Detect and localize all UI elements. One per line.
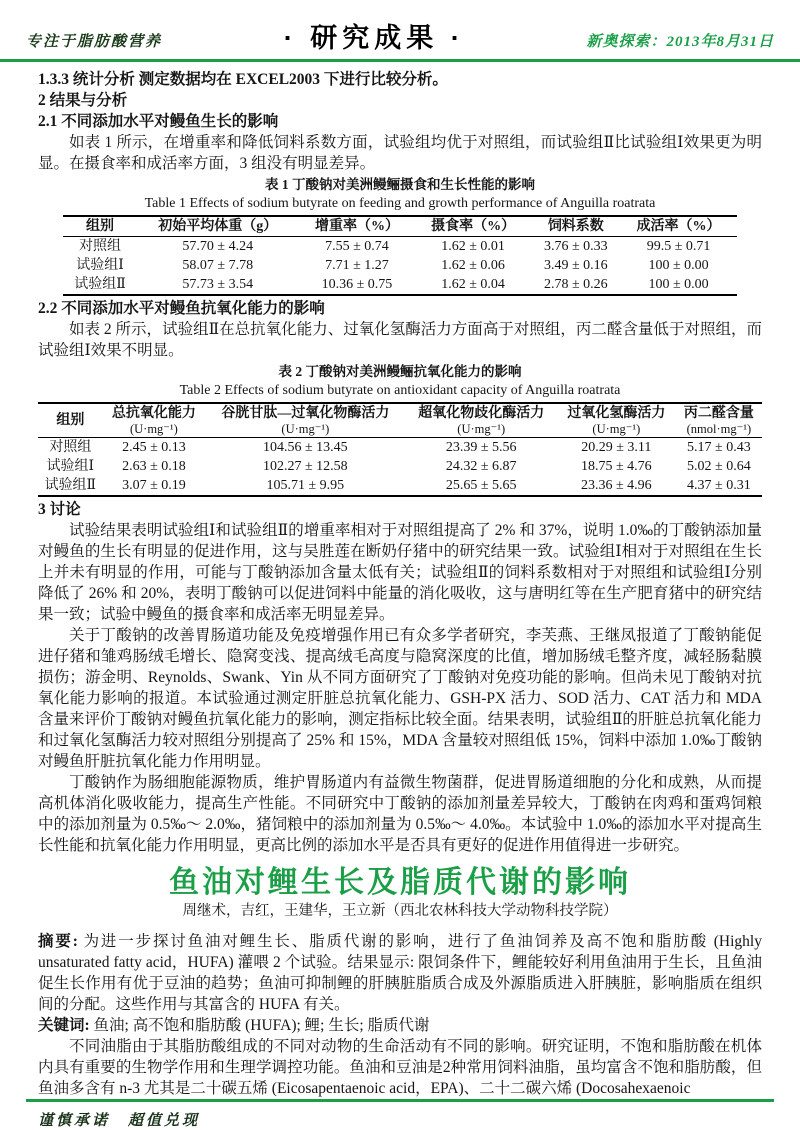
table-cell: 23.39 ± 5.56 [445, 440, 517, 455]
paragraph-discussion-1: 试验结果表明试验组Ⅰ和试验组Ⅱ的增重率相对于对照组提高了 2% 和 37%，说明 1.0‰的丁酸钠添加量对鳗鱼的生长有明显的促进作用，这与吴胜莲在断奶仔猪中的研究结果一致。试验组Ⅰ相对于对照组在生长上并未有明显的作用，可能与丁酸钠添加含量太低有关；试验组Ⅱ的饲料系数相对于对照组和试验组Ⅰ分别降低了 26% 和 20%，表明丁酸钠可以促进饲料中能量的消化吸收，这与唐明红等在生产肥育猪中的研究结果一致；试验中鳗鱼的摄食率和成活率无明显差异。 [38, 522, 762, 623]
table2-caption-en: Table 2 Effects of sodium butyrate on antioxidant capacity of Anguilla roatrata [179, 383, 621, 398]
header-issue-date: 新奥探索：2013年8月31日 [586, 34, 774, 50]
column-unit: (U·mg⁻¹) [281, 422, 330, 436]
table-header-cell [38, 403, 103, 438]
abstract-text: 为进一步探讨鱼油对鲤生长、脂质代谢的影响，进行了鱼油饲养及高不饱和脂肪酸 (Highly unsaturated fatty acid，HUFA) 灌喂 2 个试验。结果显示: 限饲条件下，鲤能较好利用鱼油用于生长，且鱼油促生长作用有优于豆油的趋势；鱼油可抑制鲤的肝胰脏脂质合成及外源脂质进入肝胰脏，影响脂质在组织间的分配。这些作用与其富含的 HUFA 有关。 [38, 933, 762, 1013]
column-unit: (U·mg⁻¹) [457, 422, 506, 436]
table-cell: 5.17 ± 0.43 [687, 440, 751, 455]
table-header-cell: 饲料系数 [547, 219, 604, 234]
section-heading-2-1: 2.1 不同添加水平对鳗鱼生长的影响 [38, 113, 279, 130]
table-cell: 58.07 ± 7.78 [182, 258, 254, 273]
table-cell: 105.71 ± 9.95 [266, 478, 345, 493]
paragraph-article2-intro: 不同油脂由于其脂肪酸组成的不同对动物的生命活动有不同的影响。研究证明，不饱和脂肪酸在机体内具有重要的生物学作用和生理学调控功能。鱼油和豆油是2种常用饲料油脂，虽均富含不饱和脂肪酸，但鱼油多含有 n-3 尤其是二十碳五烯 (Eicosapentaenoic acid，EPA)、二十二碳六烯 (Docosahexaenoic [38, 1038, 762, 1097]
column-label: 过氧化氢酶活力 [567, 406, 666, 421]
column-label: 超氧化物歧化酶活力 [418, 406, 545, 421]
table-cell: 99.5 ± 0.71 [646, 239, 711, 254]
column-label: 丙二醛含量 [683, 406, 754, 421]
table-cell: 2.45 ± 0.13 [122, 440, 186, 455]
table-cell: 100 ± 0.00 [648, 277, 709, 292]
table-header-cell [205, 403, 405, 438]
table-cell: 7.55 ± 0.74 [325, 239, 389, 254]
table-cell: 104.56 ± 13.45 [262, 440, 348, 455]
column-label: 组别 [56, 413, 85, 428]
paragraph-table2-intro: 如表 2 所示，试验组Ⅱ在总抗氧化能力、过氧化氢酶活力方面高于对照组，丙二醛含量低于对照组，而试验组Ⅰ效果不明显。 [38, 321, 762, 359]
table-1 [63, 215, 736, 296]
section-heading-1-3-3: 1.3.3 统计分析 测定数据均在 EXCEL2003 下进行比较分析。 [38, 71, 448, 88]
keywords-label: 关键词: [38, 1017, 94, 1034]
table-cell: 试验组Ⅱ [44, 478, 97, 493]
table-cell: 试验组Ⅱ [74, 277, 126, 292]
table-cell: 试验组Ⅰ [46, 459, 95, 474]
page-footer [26, 1099, 774, 1130]
table-cell: 试验组Ⅰ [76, 258, 124, 273]
table-header-cell: 初始平均体重（g） [158, 219, 278, 234]
table-row [63, 256, 736, 275]
table-cell: 102.27 ± 12.58 [262, 459, 348, 474]
column-unit: (U·mg⁻¹) [129, 422, 178, 436]
column-label: 谷胱甘肽—过氧化物酶活力 [221, 406, 390, 421]
table-header-row [63, 216, 736, 237]
table-header-cell: 成活率（%） [636, 219, 721, 234]
table-cell: 1.62 ± 0.04 [441, 277, 505, 292]
table-2 [38, 402, 762, 497]
table-cell: 2.78 ± 0.26 [543, 277, 608, 292]
table-cell: 23.36 ± 4.96 [581, 478, 652, 493]
keywords-text: 鱼油; 高不饱和脂肪酸 (HUFA); 鲤; 生长; 脂质代谢 [93, 1017, 430, 1034]
paragraph-table1-intro: 如表 1 所示，在增重率和降低饲料系数方面，试验组均优于对照组，而试验组Ⅱ比试验组Ⅰ效果更为明显。在摄食率和成活率方面，3 组没有明显差异。 [38, 134, 762, 172]
table-row [38, 438, 762, 458]
table-cell: 1.62 ± 0.01 [441, 239, 505, 254]
keywords [38, 1015, 762, 1036]
table-header-cell [557, 403, 676, 438]
article2-title: 鱼油对鲤生长及脂质代谢的影响 [169, 866, 631, 899]
abstract-label: 摘要: [38, 933, 84, 950]
table-row [63, 275, 736, 295]
table-header-row [38, 403, 762, 438]
paragraph-discussion-3: 丁酸钠作为肠细胞能源物质，维护胃肠道内有益微生物菌群，促进胃肠道细胞的分化和成熟，从而提高机体消化吸收能力，提高生产性能。不同研究中丁酸钠的添加剂量差异较大，丁酸钠在肉鸡和蛋鸡饲粮中的添加剂量为 0.5‰～ 2.0‰，猪饲粮中的添加剂量为 0.5‰～ 4.0‰。本试验中 1.0‰的添加水平对提高生长性能和抗氧化能力作用明显，更高比例的添加水平是否具有更好的促进作用值得进一步研究。 [38, 774, 762, 854]
table-cell: 对照组 [49, 440, 92, 455]
table-cell: 5.02 ± 0.64 [687, 459, 751, 474]
table-row [38, 457, 762, 476]
paragraph-discussion-2: 关于丁酸钠的改善胃肠道功能及免疫增强作用已有众多学者研究，李芙燕、王继凤报道了丁酸钠能促进仔猪和雏鸡肠绒毛增长、隐窝变浅、提高绒毛高度与隐窝深度的比值，增加肠绒毛整齐度，减轻肠黏膜损伤；游金明、Reynolds、Swank、Yin 从不同方面研究了丁酸钠对免疫功能的影响。但尚未见丁酸钠对抗氧化能力影响的报道。本试验通过测定肝脏总抗氧化能力、GSH-PX 活力、SOD 活力、CAT 活力和 MDA 含量来评价丁酸钠对鳗鱼抗氧化能力的影响，测定指标比较全面。结果表明，试验组Ⅱ的肝脏总抗氧化能力和过氧化氢酶活力较对照组分别提高了 25% 和 15%，MDA 含量较对照组低 15%，饲料中添加 1.0‰丁酸钠对鳗鱼肝脏抗氧化能力作用明显。 [38, 627, 762, 770]
article2-authors: 周继术，吉红，王建华，王立新（西北农林科技大学动物科技学院） [182, 903, 618, 919]
column-unit: (nmol·mg⁻¹) [686, 422, 752, 436]
abstract [38, 931, 762, 1015]
footer-slogan: 谨慎承诺 超值兑现 [38, 1113, 201, 1129]
column-unit: (U·mg⁻¹) [592, 422, 641, 436]
table-cell: 10.36 ± 0.75 [321, 277, 393, 292]
table-header-cell [406, 403, 557, 438]
section-heading-3: 3 讨论 [38, 501, 81, 518]
table-cell: 1.62 ± 0.06 [441, 258, 505, 273]
section-heading-2: 2 结果与分析 [38, 92, 128, 109]
section-heading-2-2: 2.2 不同添加水平对鳗鱼抗氧化能力的影响 [38, 300, 325, 317]
table-cell: 3.07 ± 0.19 [122, 478, 186, 493]
table-cell: 25.65 ± 5.65 [445, 478, 517, 493]
table-cell: 24.32 ± 6.87 [445, 459, 517, 474]
table-cell: 2.63 ± 0.18 [122, 459, 186, 474]
page-header [0, 0, 800, 62]
table1-caption-en: Table 1 Effects of sodium butyrate on feeding and growth performance of Anguilla roatrata [144, 196, 656, 211]
article-body [0, 62, 800, 1099]
table2-caption-cn: 表 2 丁酸钠对美洲鳗鲡抗氧化能力的影响 [278, 364, 522, 379]
table-cell: 20.29 ± 3.11 [581, 440, 652, 455]
table-cell: 18.75 ± 4.76 [581, 459, 652, 474]
table-cell: 对照组 [78, 239, 121, 254]
table-cell: 100 ± 0.00 [648, 258, 709, 273]
table-cell: 3.49 ± 0.16 [543, 258, 608, 273]
table-cell: 57.70 ± 4.24 [182, 239, 254, 254]
table-cell: 4.37 ± 0.31 [687, 478, 751, 493]
column-label: 总抗氧化能力 [111, 406, 196, 421]
table-row [63, 237, 736, 257]
table-cell: 7.71 ± 1.27 [325, 258, 389, 273]
table-header-cell [676, 403, 762, 438]
table1-caption-cn: 表 1 丁酸钠对美洲鳗鲡摄食和生长性能的影响 [265, 177, 535, 192]
table-header-cell: 增重率（%） [314, 219, 399, 234]
table-header-cell: 摄食率（%） [431, 219, 516, 234]
table-cell: 57.73 ± 3.54 [182, 277, 254, 292]
table-header-cell: 组别 [85, 219, 114, 234]
table-row [38, 476, 762, 496]
header-left-slogan: 专注于脂肪酸营养 [26, 34, 163, 50]
page-title: · 研究成果 · [283, 23, 465, 53]
table-header-cell [103, 403, 206, 438]
table-cell: 3.76 ± 0.33 [543, 239, 608, 254]
